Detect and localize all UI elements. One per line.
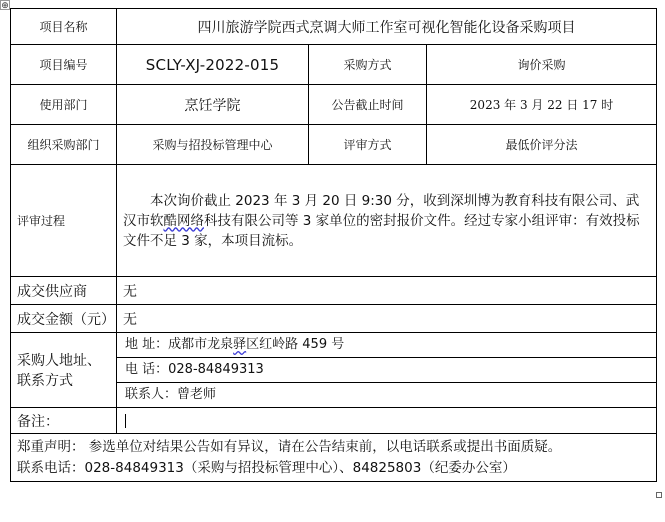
organizing-department-label: 组织采购部门 bbox=[11, 125, 117, 165]
using-department-value: 烹饪学院 bbox=[117, 85, 309, 125]
table-move-handle-icon[interactable]: ⊕ bbox=[1, 1, 9, 11]
review-method-value: 最低价评分法 bbox=[427, 125, 657, 165]
remark-label: 备注： bbox=[11, 408, 117, 434]
address-prefix: 地 址：成都市龙泉 bbox=[125, 337, 234, 352]
review-text-part1: 本次询价截止 2023 年 3 月 20 日 9:30 分，收到深圳博为教育科技有限公司、武汉市软 bbox=[123, 192, 640, 229]
address-spellcheck: 驿 bbox=[233, 337, 247, 352]
purchaser-label: 采购人地址、联系方式 bbox=[11, 333, 117, 408]
organizing-department-value: 采购与招投标管理中心 bbox=[117, 125, 309, 165]
table-row-project-name bbox=[11, 9, 657, 45]
table-resize-handle-icon[interactable] bbox=[656, 492, 662, 498]
amount-label: 成交金额（元） bbox=[11, 305, 117, 333]
footer-declaration: 郑重声明： 参选单位对结果公告如有异议，请在公告结束前，以电话联系或提出书面质疑。 bbox=[17, 438, 562, 455]
project-name-label: 项目名称 bbox=[11, 9, 117, 45]
project-code-label: 项目编号 bbox=[11, 45, 117, 85]
footer-phone: 联系电话：028-84849313（采购与招投标管理中心）、84825803（纪委办公室） bbox=[17, 459, 516, 476]
review-process-text bbox=[117, 165, 657, 277]
review-text-part3: 科技有限公司等 3 家单位的密封报价文件。经过专家小组评审：有效投标文件不足 3 家，本项目流标。 bbox=[123, 212, 640, 249]
supplier-value: 无 bbox=[117, 277, 657, 305]
project-name-value: 四川旅游学院西式烹调大师工作室可视化智能化设备采购项目 bbox=[117, 9, 657, 45]
table-row-remark bbox=[11, 408, 657, 434]
address-suffix: 区红岭路 459 号 bbox=[246, 337, 345, 352]
procurement-method-label: 采购方式 bbox=[309, 45, 427, 85]
supplier-label: 成交供应商 bbox=[11, 277, 117, 305]
purchaser-phone: 电 话：028-84849313 bbox=[117, 358, 656, 383]
table-row-organizer bbox=[11, 125, 657, 165]
table-row-department bbox=[11, 85, 657, 125]
table-row-purchaser bbox=[11, 333, 657, 408]
review-process-label: 评审过程 bbox=[11, 165, 117, 277]
deadline-label: 公告截止时间 bbox=[309, 85, 427, 125]
purchaser-address bbox=[117, 333, 656, 358]
procurement-method-value: 询价采购 bbox=[427, 45, 657, 85]
using-department-label: 使用部门 bbox=[11, 85, 117, 125]
purchaser-contact-cell bbox=[117, 333, 657, 408]
deadline-value: 2023 年 3 月 22 日 17 时 bbox=[427, 85, 657, 125]
review-process-paragraph bbox=[123, 191, 650, 251]
table-row-review bbox=[11, 165, 657, 277]
table-row-project-code bbox=[11, 45, 657, 85]
text-cursor bbox=[125, 414, 126, 428]
footer-cell bbox=[11, 434, 657, 482]
remark-input[interactable] bbox=[117, 408, 657, 434]
table-row-footer bbox=[11, 434, 657, 482]
review-text-spellcheck: 酷网络 bbox=[163, 212, 204, 229]
table-row-supplier bbox=[11, 277, 657, 305]
purchaser-contact-person: 联系人：曾老师 bbox=[125, 387, 217, 402]
amount-value: 无 bbox=[117, 305, 657, 333]
table-row-amount bbox=[11, 305, 657, 333]
procurement-result-table bbox=[10, 8, 657, 482]
project-code-value: SCLY-XJ-2022-015 bbox=[117, 45, 309, 85]
review-method-label: 评审方式 bbox=[309, 125, 427, 165]
